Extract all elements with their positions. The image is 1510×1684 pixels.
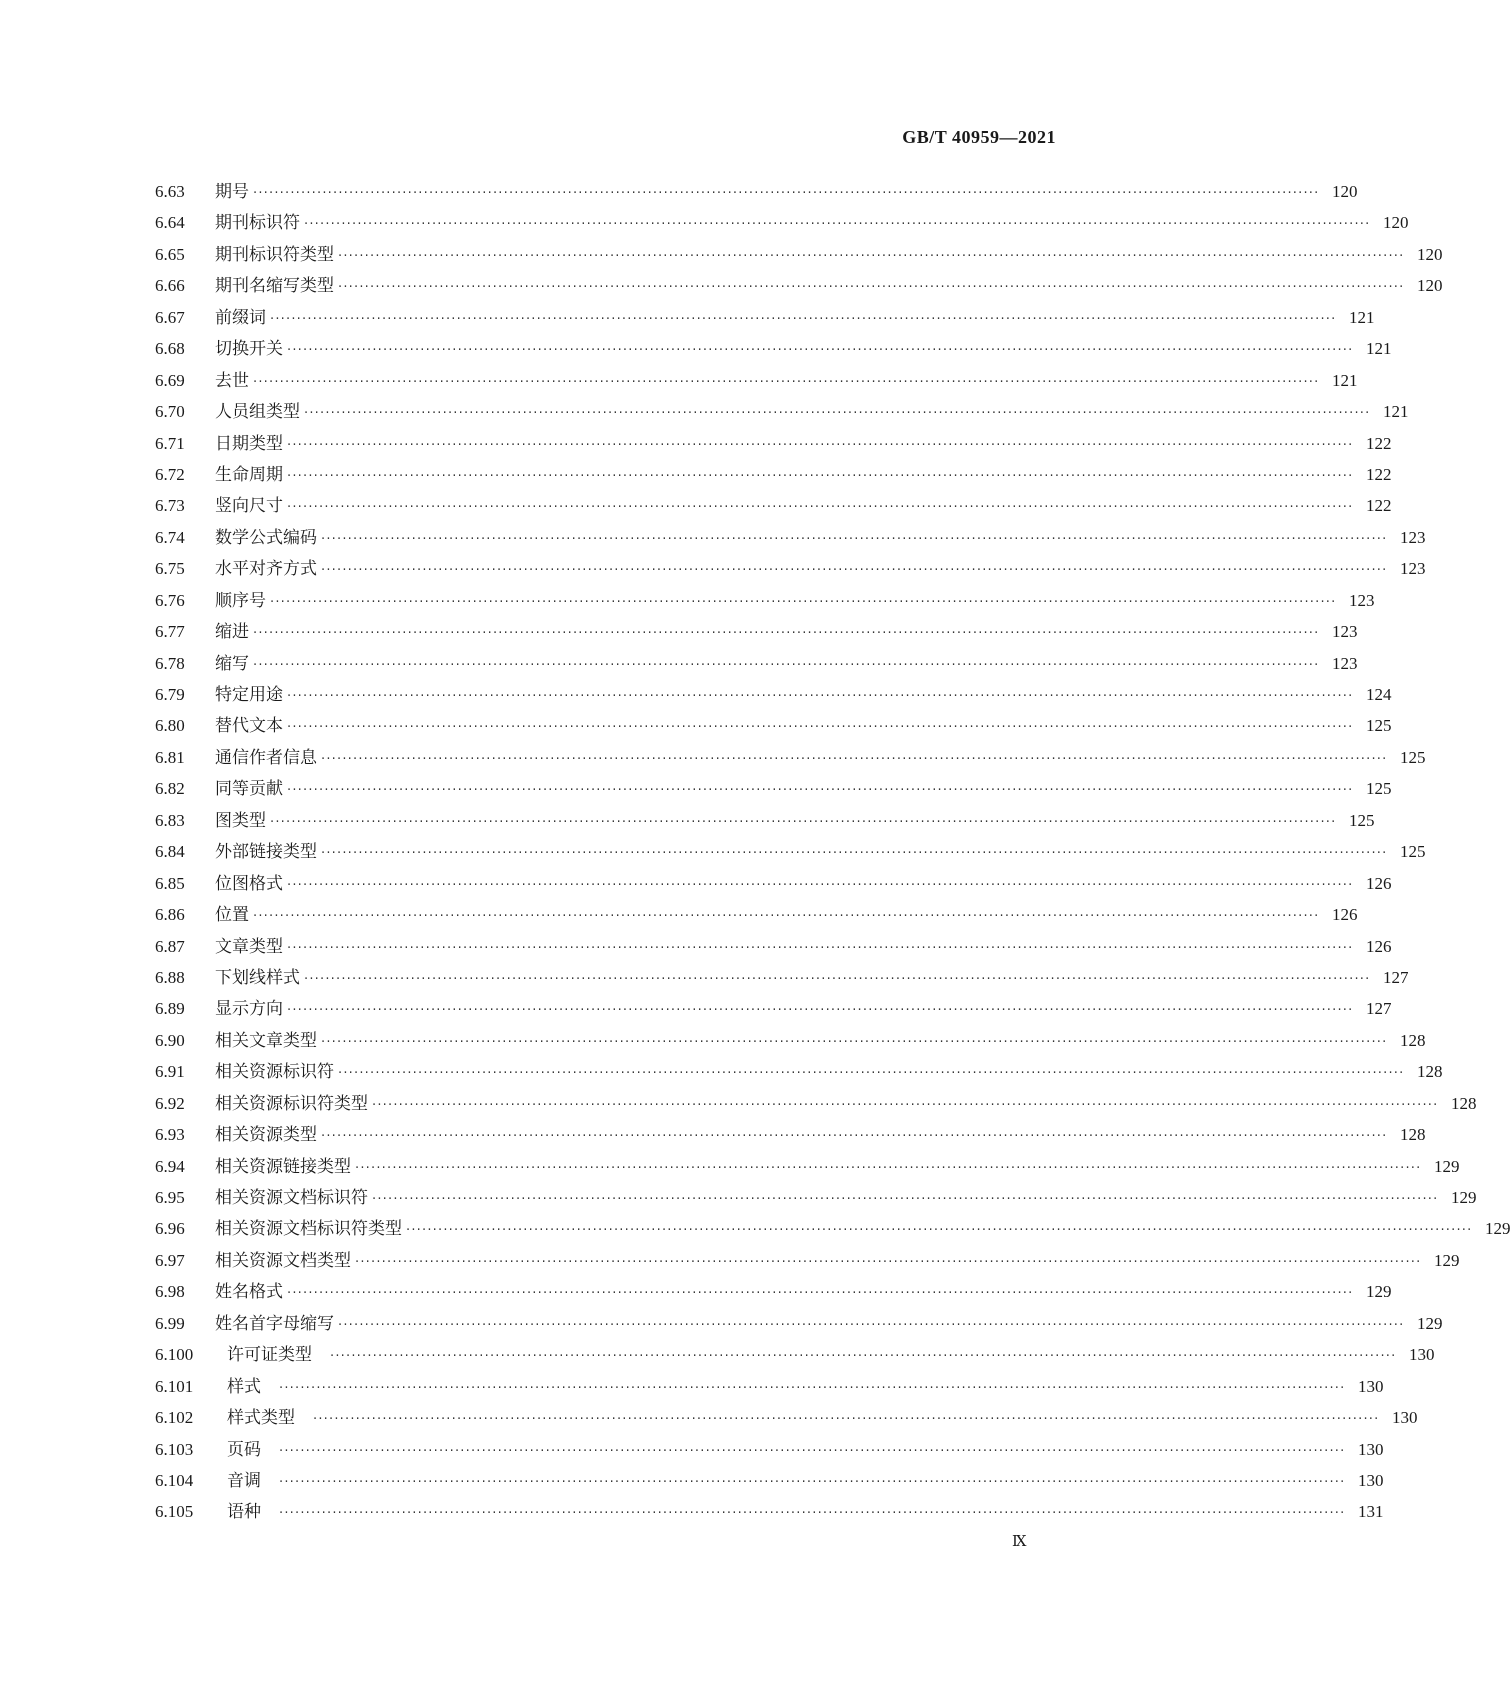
toc-entry-page: 126 (1331, 905, 1358, 925)
toc-entry[interactable] (155, 774, 1392, 805)
toc-entry-page: 130 (1391, 1408, 1418, 1428)
toc-entry-title: 期号 (215, 182, 249, 202)
toc-entry-number: 6.85 (155, 873, 185, 893)
toc-entry[interactable] (155, 523, 1426, 554)
toc-entry-title: 期刊标识符类型 (215, 244, 334, 265)
toc-leader-dots: ········································································································································································································ (372, 1192, 1439, 1207)
toc-entry[interactable] (155, 932, 1392, 963)
toc-entry-page: 125 (1399, 747, 1426, 767)
toc-entry-title: 同等贡献 (215, 779, 283, 800)
toc-entry-number: 6.95 (155, 1188, 185, 1207)
toc-entry-page: 131 (1357, 1502, 1384, 1522)
toc-entry[interactable] (155, 711, 1392, 742)
toc-entry[interactable] (155, 1497, 1384, 1528)
toc-entry-page: 122 (1365, 464, 1392, 484)
toc-entry-title: 替代文本 (215, 716, 283, 737)
toc-entry-title: 缩进 (215, 622, 249, 643)
toc-entry-title: 样式类型 (227, 1408, 295, 1429)
toc-entry-page: 128 (1399, 1125, 1426, 1145)
toc-entry-page: 121 (1382, 402, 1409, 422)
toc-entry-number: 6.72 (155, 464, 185, 484)
toc-leader-dots: ········································································································································································································ (321, 1034, 1388, 1050)
toc-entry-number: 6.101 (155, 1376, 194, 1396)
toc-leader-dots: ········································································································································································································ (304, 406, 1371, 422)
toc-entry-title: 前缀词 (215, 307, 266, 328)
toc-entry-page: 121 (1365, 339, 1392, 359)
toc-entry-title: 样式 (227, 1376, 261, 1397)
toc-entry-title: 姓名格式 (215, 1282, 283, 1303)
toc-entry[interactable] (155, 1152, 1460, 1183)
toc-leader-dots: ········································································································································································································ (287, 343, 1354, 359)
toc-entry[interactable] (155, 334, 1392, 365)
toc-entry[interactable] (155, 1057, 1443, 1088)
toc-entry[interactable] (155, 1466, 1384, 1497)
toc-entry-number: 6.77 (155, 622, 185, 642)
toc-entry[interactable] (155, 1183, 1477, 1214)
toc-entry[interactable] (155, 1340, 1435, 1371)
toc-leader-dots: ········································································································································································································ (338, 1066, 1405, 1082)
toc-entry-title: 显示方向 (215, 999, 283, 1020)
toc-entry[interactable] (155, 1246, 1460, 1277)
toc-entry[interactable] (155, 177, 1358, 208)
toc-entry-page: 130 (1357, 1470, 1384, 1490)
toc-entry-title: 去世 (215, 370, 249, 391)
toc-entry-number: 6.100 (155, 1345, 194, 1365)
toc-entry-title: 顺序号 (215, 590, 266, 611)
toc-entry-number: 6.67 (155, 307, 185, 327)
toc-entry-page: 126 (1365, 936, 1392, 956)
toc-leader-dots: ········································································································································································································ (279, 1506, 1346, 1522)
toc-entry-title: 相关资源文档标识符 (215, 1188, 368, 1208)
toc-entry-title: 期刊标识符 (215, 213, 300, 234)
toc-entry[interactable] (155, 491, 1392, 522)
toc-leader-dots: ········································································································································································································ (279, 1443, 1346, 1459)
toc-entry[interactable] (155, 303, 1375, 334)
toc-entry-page: 129 (1484, 1219, 1510, 1239)
toc-entry[interactable] (155, 869, 1392, 900)
toc-entry-title: 人员组类型 (215, 402, 300, 423)
toc-leader-dots: ········································································································································································································ (253, 186, 1320, 201)
toc-entry-page: 122 (1365, 433, 1392, 453)
toc-entry-number: 6.68 (155, 339, 185, 359)
toc-entry-number: 6.73 (155, 496, 185, 516)
toc-leader-dots: ········································································································································································································ (304, 217, 1371, 233)
toc-entry-number: 6.86 (155, 905, 185, 925)
toc-entry[interactable] (155, 271, 1443, 302)
toc-entry-title: 位置 (215, 905, 249, 926)
toc-entry-number: 6.102 (155, 1408, 194, 1428)
toc-entry-number: 6.71 (155, 433, 185, 453)
toc-entry-page: 120 (1382, 213, 1409, 233)
toc-entry-page: 130 (1408, 1345, 1435, 1365)
toc-entry-page: 126 (1365, 873, 1392, 893)
toc-leader-dots: ········································································································································································································ (287, 877, 1354, 893)
toc-entry-title: 水平对齐方式 (215, 559, 317, 580)
toc-leader-dots: ········································································································································································································ (287, 1003, 1354, 1019)
toc-entry-title: 相关资源标识符类型 (215, 1093, 368, 1114)
toc-entry[interactable] (155, 208, 1409, 239)
toc-leader-dots: ········································································································································································································ (406, 1223, 1473, 1239)
toc-leader-dots: ········································································································································································································ (321, 1129, 1388, 1145)
toc-entry[interactable] (155, 1120, 1426, 1151)
toc-leader-dots: ········································································································································································································ (313, 1412, 1380, 1428)
toc-entry-title: 切换开关 (215, 339, 283, 360)
standard-code: GB/T 40959—2021 (902, 127, 1056, 147)
toc-leader-dots: ········································································································································································································ (270, 814, 1337, 830)
toc-entry-title: 许可证类型 (227, 1345, 312, 1366)
toc-entry-number: 6.97 (155, 1250, 185, 1270)
toc-entry-number: 6.94 (155, 1156, 185, 1176)
toc-leader-dots: ········································································································································································································ (330, 1349, 1397, 1365)
toc-entry-page: 130 (1357, 1439, 1384, 1459)
toc-entry-page: 125 (1365, 716, 1392, 736)
toc-leader-dots: ········································································································································································································ (270, 594, 1337, 610)
toc-entry-page: 129 (1416, 1313, 1443, 1333)
toc-entry-number: 6.96 (155, 1219, 185, 1239)
toc-entry-title: 数学公式编码 (215, 527, 317, 548)
toc-entry[interactable] (155, 429, 1392, 460)
toc-leader-dots: ········································································································································································································ (372, 1097, 1439, 1113)
toc-entry-title: 位图格式 (215, 873, 283, 894)
toc-entry[interactable] (155, 649, 1358, 680)
toc-entry-title: 生命周期 (215, 464, 283, 485)
toc-entry[interactable] (155, 586, 1375, 617)
toc-entry[interactable] (155, 743, 1426, 774)
toc-entry-page: 125 (1348, 810, 1375, 830)
toc-entry-title: 相关资源文档标识符类型 (215, 1219, 402, 1240)
toc-entry-title: 缩写 (215, 653, 249, 674)
toc-entry-number: 6.76 (155, 590, 185, 610)
toc-leader-dots: ········································································································································································································ (321, 846, 1388, 862)
toc-entry[interactable] (155, 460, 1392, 491)
table-of-contents (155, 177, 1510, 1529)
toc-entry-page: 129 (1365, 1282, 1392, 1302)
toc-leader-dots: ········································································································································································································ (287, 783, 1354, 799)
toc-entry-number: 6.63 (155, 182, 185, 201)
toc-leader-dots: ········································································································································································································ (287, 1286, 1354, 1302)
toc-entry-number: 6.74 (155, 527, 185, 547)
toc-entry-page: 123 (1348, 590, 1375, 610)
toc-entry[interactable] (155, 1214, 1510, 1245)
toc-entry-number: 6.75 (155, 559, 185, 579)
toc-leader-dots: ········································································································································································································ (287, 940, 1354, 956)
toc-leader-dots: ········································································································································································································ (287, 689, 1354, 704)
toc-entry-page: 125 (1399, 842, 1426, 862)
toc-entry-title: 日期类型 (215, 433, 283, 454)
toc-entry-number: 6.69 (155, 370, 185, 390)
toc-entry-title: 竖向尺寸 (215, 496, 283, 517)
toc-leader-dots: ········································································································································································································ (338, 280, 1405, 296)
toc-entry-number: 6.103 (155, 1439, 194, 1459)
toc-entry[interactable] (155, 1026, 1426, 1057)
toc-leader-dots: ········································································································································································································ (253, 626, 1320, 642)
toc-entry[interactable] (155, 680, 1392, 711)
toc-entry[interactable] (155, 397, 1409, 428)
toc-leader-dots: ········································································································································································································ (287, 437, 1354, 453)
toc-leader-dots: ········································································································································································································ (287, 500, 1354, 516)
toc-entry[interactable] (155, 1372, 1384, 1403)
toc-entry-page: 127 (1382, 967, 1409, 987)
toc-entry-number: 6.81 (155, 747, 185, 767)
toc-entry-page: 128 (1399, 1030, 1426, 1050)
toc-leader-dots: ········································································································································································································ (321, 751, 1388, 767)
toc-entry-number: 6.89 (155, 999, 185, 1019)
toc-entry-page: 129 (1433, 1250, 1460, 1270)
toc-entry-title: 相关文章类型 (215, 1030, 317, 1051)
toc-leader-dots: ········································································································································································································ (355, 1160, 1422, 1176)
toc-leader-dots: ········································································································································································································ (338, 248, 1405, 264)
toc-entry-title: 下划线样式 (215, 967, 300, 988)
toc-entry[interactable] (155, 366, 1358, 397)
page-number: Ⅸ (1012, 1534, 1027, 1550)
toc-entry-page: 120 (1416, 276, 1443, 296)
toc-entry-page: 122 (1365, 496, 1392, 516)
toc-entry-number: 6.90 (155, 1030, 185, 1050)
toc-entry[interactable] (155, 963, 1409, 994)
toc-leader-dots: ········································································································································································································ (270, 311, 1337, 327)
toc-entry-page: 125 (1365, 779, 1392, 799)
toc-entry-number: 6.99 (155, 1313, 185, 1333)
toc-entry-number: 6.98 (155, 1282, 185, 1302)
toc-leader-dots: ········································································································································································································ (279, 1474, 1346, 1490)
toc-entry-title: 相关资源标识符 (215, 1062, 334, 1083)
toc-entry-title: 文章类型 (215, 936, 283, 957)
toc-entry-number: 6.84 (155, 842, 185, 862)
toc-leader-dots: ········································································································································································································ (253, 909, 1320, 925)
toc-entry-title: 相关资源类型 (215, 1125, 317, 1146)
toc-entry-title: 相关资源文档类型 (215, 1250, 351, 1271)
toc-entry-number: 6.78 (155, 653, 185, 673)
toc-entry-title: 图类型 (215, 810, 266, 831)
toc-entry-page: 127 (1365, 999, 1392, 1019)
toc-entry[interactable] (155, 617, 1358, 648)
toc-entry-page: 120 (1416, 244, 1443, 264)
toc-leader-dots: ········································································································································································································ (338, 1317, 1405, 1333)
toc-entry-number: 6.82 (155, 779, 185, 799)
toc-entry-number: 6.66 (155, 276, 185, 296)
toc-leader-dots: ········································································································································································································ (287, 468, 1354, 484)
toc-entry-number: 6.70 (155, 402, 185, 422)
toc-entry[interactable] (155, 240, 1443, 271)
toc-entry[interactable] (155, 1309, 1443, 1340)
toc-entry[interactable] (155, 900, 1358, 931)
toc-entry-number: 6.93 (155, 1125, 185, 1145)
toc-entry-number: 6.92 (155, 1093, 185, 1113)
toc-entry-page: 124 (1365, 685, 1392, 704)
toc-leader-dots: ········································································································································································································ (304, 971, 1371, 987)
toc-leader-dots: ········································································································································································································ (287, 720, 1354, 736)
toc-entry-page: 123 (1331, 653, 1358, 673)
toc-entry-page: 128 (1416, 1062, 1443, 1082)
toc-entry-number: 6.105 (155, 1502, 194, 1522)
toc-leader-dots: ········································································································································································································ (355, 1254, 1422, 1270)
toc-leader-dots: ········································································································································································································ (253, 374, 1320, 390)
toc-entry[interactable] (155, 1089, 1477, 1120)
toc-entry[interactable] (155, 994, 1392, 1025)
toc-leader-dots: ········································································································································································································ (321, 563, 1388, 579)
toc-entry-page: 123 (1399, 559, 1426, 579)
toc-entry-number: 6.87 (155, 936, 185, 956)
toc-entry-page: 121 (1331, 370, 1358, 390)
toc-entry-page: 130 (1357, 1376, 1384, 1396)
toc-entry-page: 121 (1348, 307, 1375, 327)
toc-entry-title: 通信作者信息 (215, 747, 317, 768)
toc-entry-page: 128 (1450, 1093, 1477, 1113)
toc-entry-number: 6.104 (155, 1470, 194, 1490)
toc-entry-title: 音调 (227, 1470, 261, 1491)
toc-leader-dots: ········································································································································································································ (279, 1380, 1346, 1396)
toc-entry-title: 外部链接类型 (215, 842, 317, 863)
toc-entry-number: 6.88 (155, 967, 185, 987)
toc-entry-title: 语种 (227, 1502, 261, 1523)
toc-entry-title: 页码 (227, 1439, 261, 1460)
toc-entry-page: 123 (1331, 622, 1358, 642)
toc-entry[interactable] (155, 1403, 1418, 1434)
toc-leader-dots: ········································································································································································································ (253, 657, 1320, 673)
toc-entry[interactable] (155, 837, 1426, 868)
toc-entry-title: 相关资源链接类型 (215, 1156, 351, 1177)
toc-entry-title: 期刊名缩写类型 (215, 276, 334, 297)
toc-entry-page: 129 (1433, 1156, 1460, 1176)
toc-entry-page: 123 (1399, 527, 1426, 547)
toc-entry-title: 姓名首字母缩写 (215, 1313, 334, 1334)
toc-entry-number: 6.79 (155, 685, 185, 704)
toc-entry[interactable] (155, 1277, 1392, 1308)
toc-entry-page: 129 (1450, 1188, 1477, 1207)
toc-entry-number: 6.64 (155, 213, 185, 233)
toc-entry-page: 120 (1331, 182, 1358, 201)
toc-entry[interactable] (155, 1435, 1384, 1466)
toc-leader-dots: ········································································································································································································ (321, 531, 1388, 547)
toc-entry[interactable] (155, 806, 1375, 837)
toc-entry-number: 6.65 (155, 244, 185, 264)
toc-entry-title: 特定用途 (215, 685, 283, 705)
toc-entry-number: 6.91 (155, 1062, 185, 1082)
toc-entry-number: 6.83 (155, 810, 185, 830)
toc-entry-number: 6.80 (155, 716, 185, 736)
toc-entry[interactable] (155, 554, 1426, 585)
